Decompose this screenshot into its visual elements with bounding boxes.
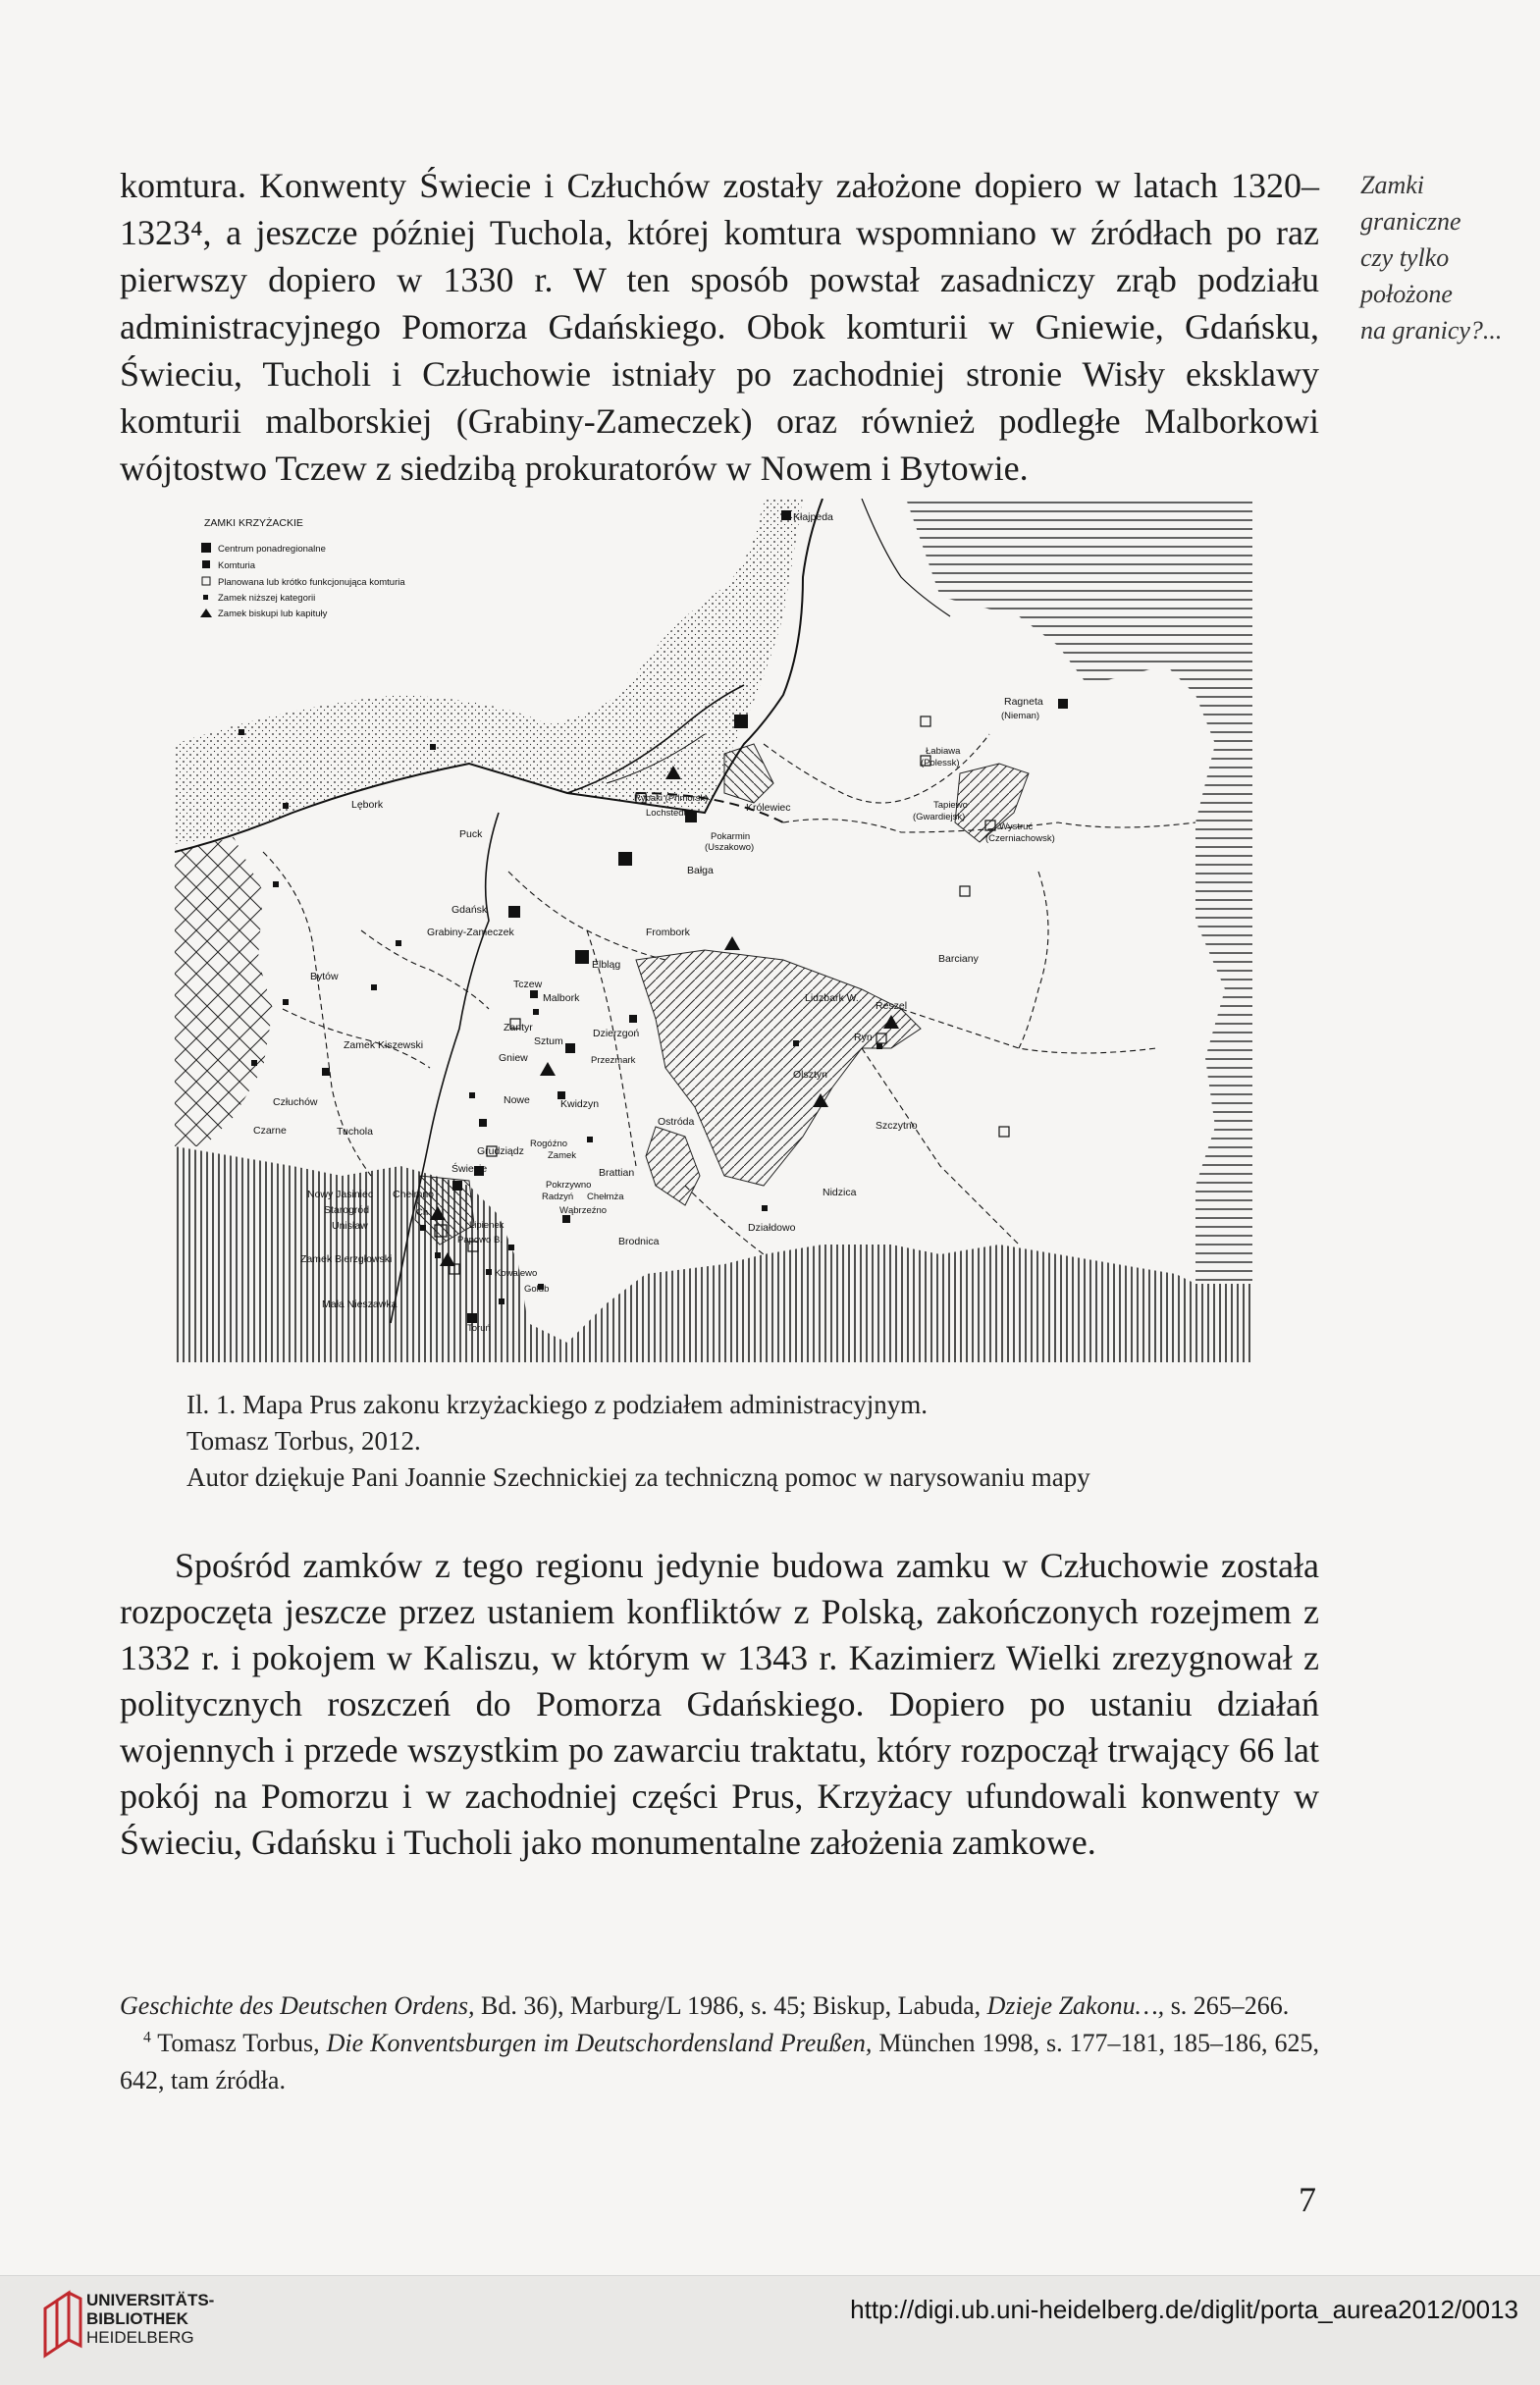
page-number: 7	[1299, 2180, 1316, 2219]
library-logo-icon	[39, 2287, 84, 2365]
map-label: Zamek Bierzgłowski	[300, 1253, 393, 1265]
map-label: Rybaki (Primorsk)	[634, 793, 709, 804]
map-label: Zamek Kiszewski	[344, 1039, 424, 1051]
map-label: Bytów	[310, 971, 339, 982]
margin-note-line: na granicy?...	[1360, 316, 1503, 344]
map-label: Czarne	[253, 1125, 287, 1137]
map-label: Tapiewo	[933, 800, 968, 811]
map-label: (Czerniachowsk)	[985, 833, 1055, 844]
legend-item: Centrum ponadregionalne	[218, 544, 326, 555]
footnote-number: 4	[143, 2029, 151, 2046]
map-label: Mała Nieszawka	[322, 1298, 398, 1310]
map-label: Brattian	[599, 1167, 635, 1179]
map-label: Unisław	[332, 1220, 368, 1232]
footnote-italic: Die Konventsburgen im Deutschordensland Preußen,	[326, 2029, 873, 2057]
legend-item: Zamek niższej kategorii	[218, 593, 316, 604]
map-label: Chełmno	[393, 1189, 435, 1200]
map-label: Nidzica	[823, 1187, 857, 1198]
map-label: Gniew	[499, 1052, 528, 1064]
map-label: Malbork	[543, 992, 580, 1004]
map-label: Brodnica	[618, 1236, 660, 1247]
map-label: Reszel	[876, 1000, 908, 1012]
body-paragraph-1: komtura. Konwenty Świecie i Człuchów zostały założone dopiero w latach 1320–1323⁴, a jeszcze później Tuchola, której komtura wspomniano w źródłach po raz pierwszy dopiero w 1330 r. W ten sposób powstał zasadniczy zrąb podziału administracyjnego Pomorza Gdańskiego. Obok komturii w Gniewie, Gdańsku, Świeciu, Tucholi i Człuchowie istniały po zachodniej stronie Wisły eksklawy komturii malborskiej (Grabiny-Zameczek) oraz również podległe Malborkowi wójtostwo Tczew z siedzibą prokuratorów w Nowem i Bytowie.	[120, 166, 1319, 488]
caption-line: Il. 1. Mapa Prus zakonu krzyżackiego z podziałem administracyjnym.	[186, 1390, 929, 1419]
map-label: Kwidzyn	[560, 1098, 600, 1110]
map-label: Pokrzywno	[546, 1180, 592, 1191]
map-label: Ragneta	[1004, 696, 1043, 708]
map-label: Zantyr	[504, 1022, 533, 1034]
map-label: Lochstedt	[646, 808, 687, 819]
map-label: (Polessk)	[921, 758, 960, 768]
map-label: Lębork	[351, 799, 384, 811]
map-label: Kłajpeda	[793, 511, 833, 523]
margin-note	[1360, 167, 1537, 348]
map-label: Frombork	[646, 927, 690, 938]
library-name-line: UNIVERSITÄTS-	[86, 2291, 215, 2309]
map-label: Golub	[524, 1284, 550, 1295]
legend-item: Zamek biskupi lub kapituły	[218, 609, 328, 619]
map-label: (Uszakowo)	[705, 842, 755, 853]
map-label: Tczew	[513, 979, 543, 990]
map-label: (Gwardiejsk)	[913, 812, 966, 822]
footnote-italic: Geschichte des Deutschen Ordens,	[120, 1991, 475, 2020]
caption-line: Tomasz Torbus, 2012.	[186, 1426, 421, 1456]
map-label: Człuchów	[273, 1096, 318, 1108]
map-label: Olsztyn	[793, 1069, 828, 1081]
map-label: Nowy Jasiniec	[307, 1189, 374, 1200]
map-label: Działdowo	[748, 1222, 796, 1234]
map-label: Bałga	[687, 865, 714, 876]
map-label: Królewiec	[746, 802, 791, 814]
map-label: Papowo B.	[457, 1235, 503, 1246]
map-label: Tuchola	[337, 1126, 373, 1138]
map-label: Wystruć	[999, 822, 1034, 832]
map-label: Chełmża	[587, 1192, 624, 1202]
map-label: Radzyń	[542, 1192, 574, 1202]
map-label: Ostróda	[658, 1116, 695, 1128]
footnote-text: München 1998, s. 177–181, 185–186, 625, 642, tam źródła.	[120, 2029, 1319, 2094]
legend-symbol-center	[201, 543, 211, 553]
map-label: Ch	[416, 1207, 429, 1218]
body-paragraph-2: Spośród zamków z tego regionu jedynie budowa zamku w Człuchowie została rozpoczęta jeszcze przez ustaniem konfliktów z Polską, zakończonych rozejmem z 1332 r. i pokojem w Kaliszu, w którym w 1343 r. Kazimierz Wielki zrezygnował z politycznych roszczeń do Pomorza Gdańskiego. Dopiero po ustaniu działań wojennych i przede wszystkim po zawarciu traktatu, który rozpoczął trwający 66 lat pokój na Pomorzu i w zachodniej części Prus, Krzyżacy ufundowali konwenty w Świeciu, Gdańsku i Tucholi jako monumentalne założenia zamkowe.	[120, 1546, 1319, 1862]
map-label: Kowalewo	[495, 1268, 538, 1279]
margin-note-line: położone	[1360, 280, 1453, 308]
footnote-4	[120, 2025, 1319, 2099]
library-name-line: BIBLIOTHEK	[86, 2309, 188, 2328]
figure-caption	[186, 1387, 1325, 1496]
footnote-italic: Dzieje Zakonu…,	[986, 1991, 1165, 2020]
footnote-text: Tomasz Torbus,	[150, 2029, 327, 2057]
library-name-line: HEIDELBERG	[86, 2328, 194, 2347]
map-label: Grudziądz	[477, 1145, 524, 1157]
library-name	[86, 2291, 214, 2347]
caption-line: Autor dziękuje Pani Joannie Szechnickiej za techniczną pomoc w narysowaniu mapy	[186, 1462, 1090, 1492]
map-label: Świecie	[451, 1163, 488, 1175]
map-label: Puck	[459, 828, 483, 840]
map-label: Sztum	[534, 1035, 563, 1047]
source-url-link[interactable]: http://digi.ub.uni-heidelberg.de/diglit/porta_aurea2012/0013	[850, 2295, 1518, 2324]
map-label: Elbląg	[592, 959, 621, 971]
map-label: Barciany	[938, 953, 979, 965]
map-label: Toruń	[467, 1323, 491, 1334]
map-label: Rogóźno	[530, 1139, 568, 1149]
map-label: Lipienek	[469, 1220, 504, 1231]
map-label: Wąbrzeźno	[559, 1205, 608, 1216]
map-label: Szczytno	[876, 1120, 918, 1132]
map-label: Lidzbark W.	[805, 992, 859, 1004]
footer-band	[0, 2275, 1540, 2385]
legend-item: Planowana lub krótko funkcjonująca komturia	[218, 577, 405, 588]
map-label: Nowe	[504, 1094, 530, 1106]
map-label: Przezmark	[591, 1055, 636, 1066]
map-label: Gdańsk	[451, 904, 488, 916]
prussia-map	[175, 499, 1252, 1362]
legend-symbol-lower	[203, 595, 208, 600]
map-label: Zamek	[548, 1150, 577, 1161]
footnote-text: s. 265–266.	[1164, 1991, 1290, 2020]
margin-note-line: czy tylko	[1360, 243, 1450, 272]
margin-note-line: graniczne	[1360, 207, 1461, 236]
map-label: (Nieman)	[1001, 711, 1040, 721]
legend-title: ZAMKI KRZYŻACKIE	[204, 517, 303, 529]
margin-note-line: Zamki	[1360, 171, 1424, 199]
footnote-3	[120, 1988, 1319, 2025]
map-label: Łabiawa	[926, 746, 961, 757]
map-label: Ryn	[854, 1032, 873, 1043]
legend-item: Komturia	[218, 560, 256, 571]
footnote-text: Bd. 36), Marburg/L 1986, s. 45; Biskup, Labuda,	[474, 1991, 987, 2020]
map-label: Starogród	[324, 1204, 370, 1216]
map-label: Grabiny-Zameczek	[427, 927, 514, 938]
footnotes	[120, 1988, 1319, 2099]
map-label: Dzierzgoń	[593, 1028, 640, 1039]
legend-symbol-komturia	[202, 560, 210, 568]
map-label: Pokarmin	[711, 831, 751, 842]
